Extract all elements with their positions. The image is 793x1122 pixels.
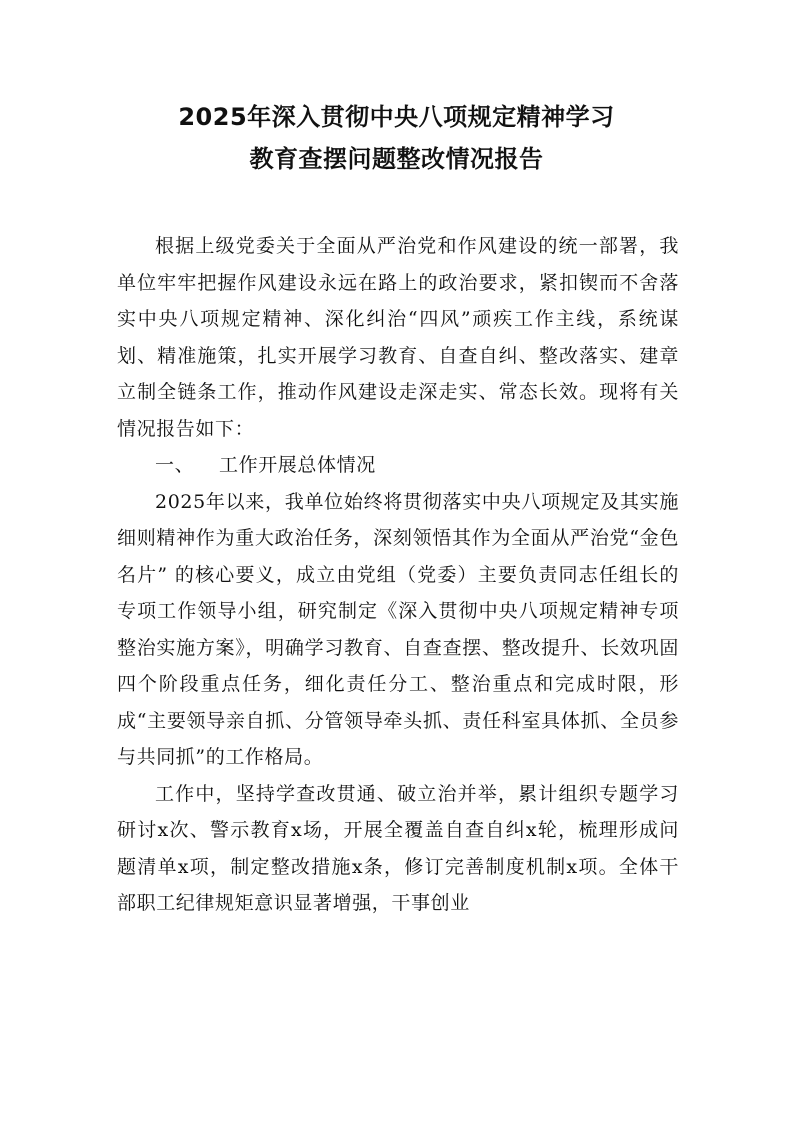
report-body (117, 228, 679, 922)
section-number: 一、 (155, 454, 195, 476)
section-heading-1 (117, 447, 679, 484)
report-title-line-2: 教育查摆问题整改情况报告 (249, 145, 544, 173)
overview-paragraph: 2025年以来，我单位始终将贯彻落实中央八项规定及其实施细则精神作为重大政治任务，深刻领悟其作为全面从严治党“金色名片” 的核心要义，成立由党组（党委）主要负责同志任组长的专项工作领导小组，研究制定《深入贯彻中央八项规定精神专项整治实施方案》，明确学习教育、自查查摆、整改提升、长效巩固四个阶段重点任务，细化责任分工、整治重点和完成时限，形成“主要领导亲自抓、分管领导牵头抓、责任科室具体抓、全员参与共同抓”的工作格局。 (117, 490, 679, 768)
intro-paragraph: 根据上级党委关于全面从严治党和作风建设的统一部署，我单位牢牢把握作风建设永远在路上的政治要求，紧扣锲而不舍落实中央八项规定精神、深化纠治“四风”顽疾工作主线，系统谋划、精准施策，扎实开展学习教育、自查自纠、整改落实、建章立制全链条工作，推动作风建设走深走实、常态长效。现将有关情况报告如下： (117, 235, 679, 440)
work-results-paragraph: 工作中，坚持学查改贯通、破立治并举，累计组织专题学习研讨x次、警示教育x场，开展全覆盖自查自纠x轮，梳理形成问题清单x项，制定整改措施x条，修订完善制度机制x项。全体干部职工纪律规矩意识显著增强，干事创业 (117, 782, 679, 914)
report-title-line-1: 2025年深入贯彻中央八项规定精神学习 (178, 103, 615, 131)
section-title: 工作开展总体情况 (219, 454, 376, 476)
